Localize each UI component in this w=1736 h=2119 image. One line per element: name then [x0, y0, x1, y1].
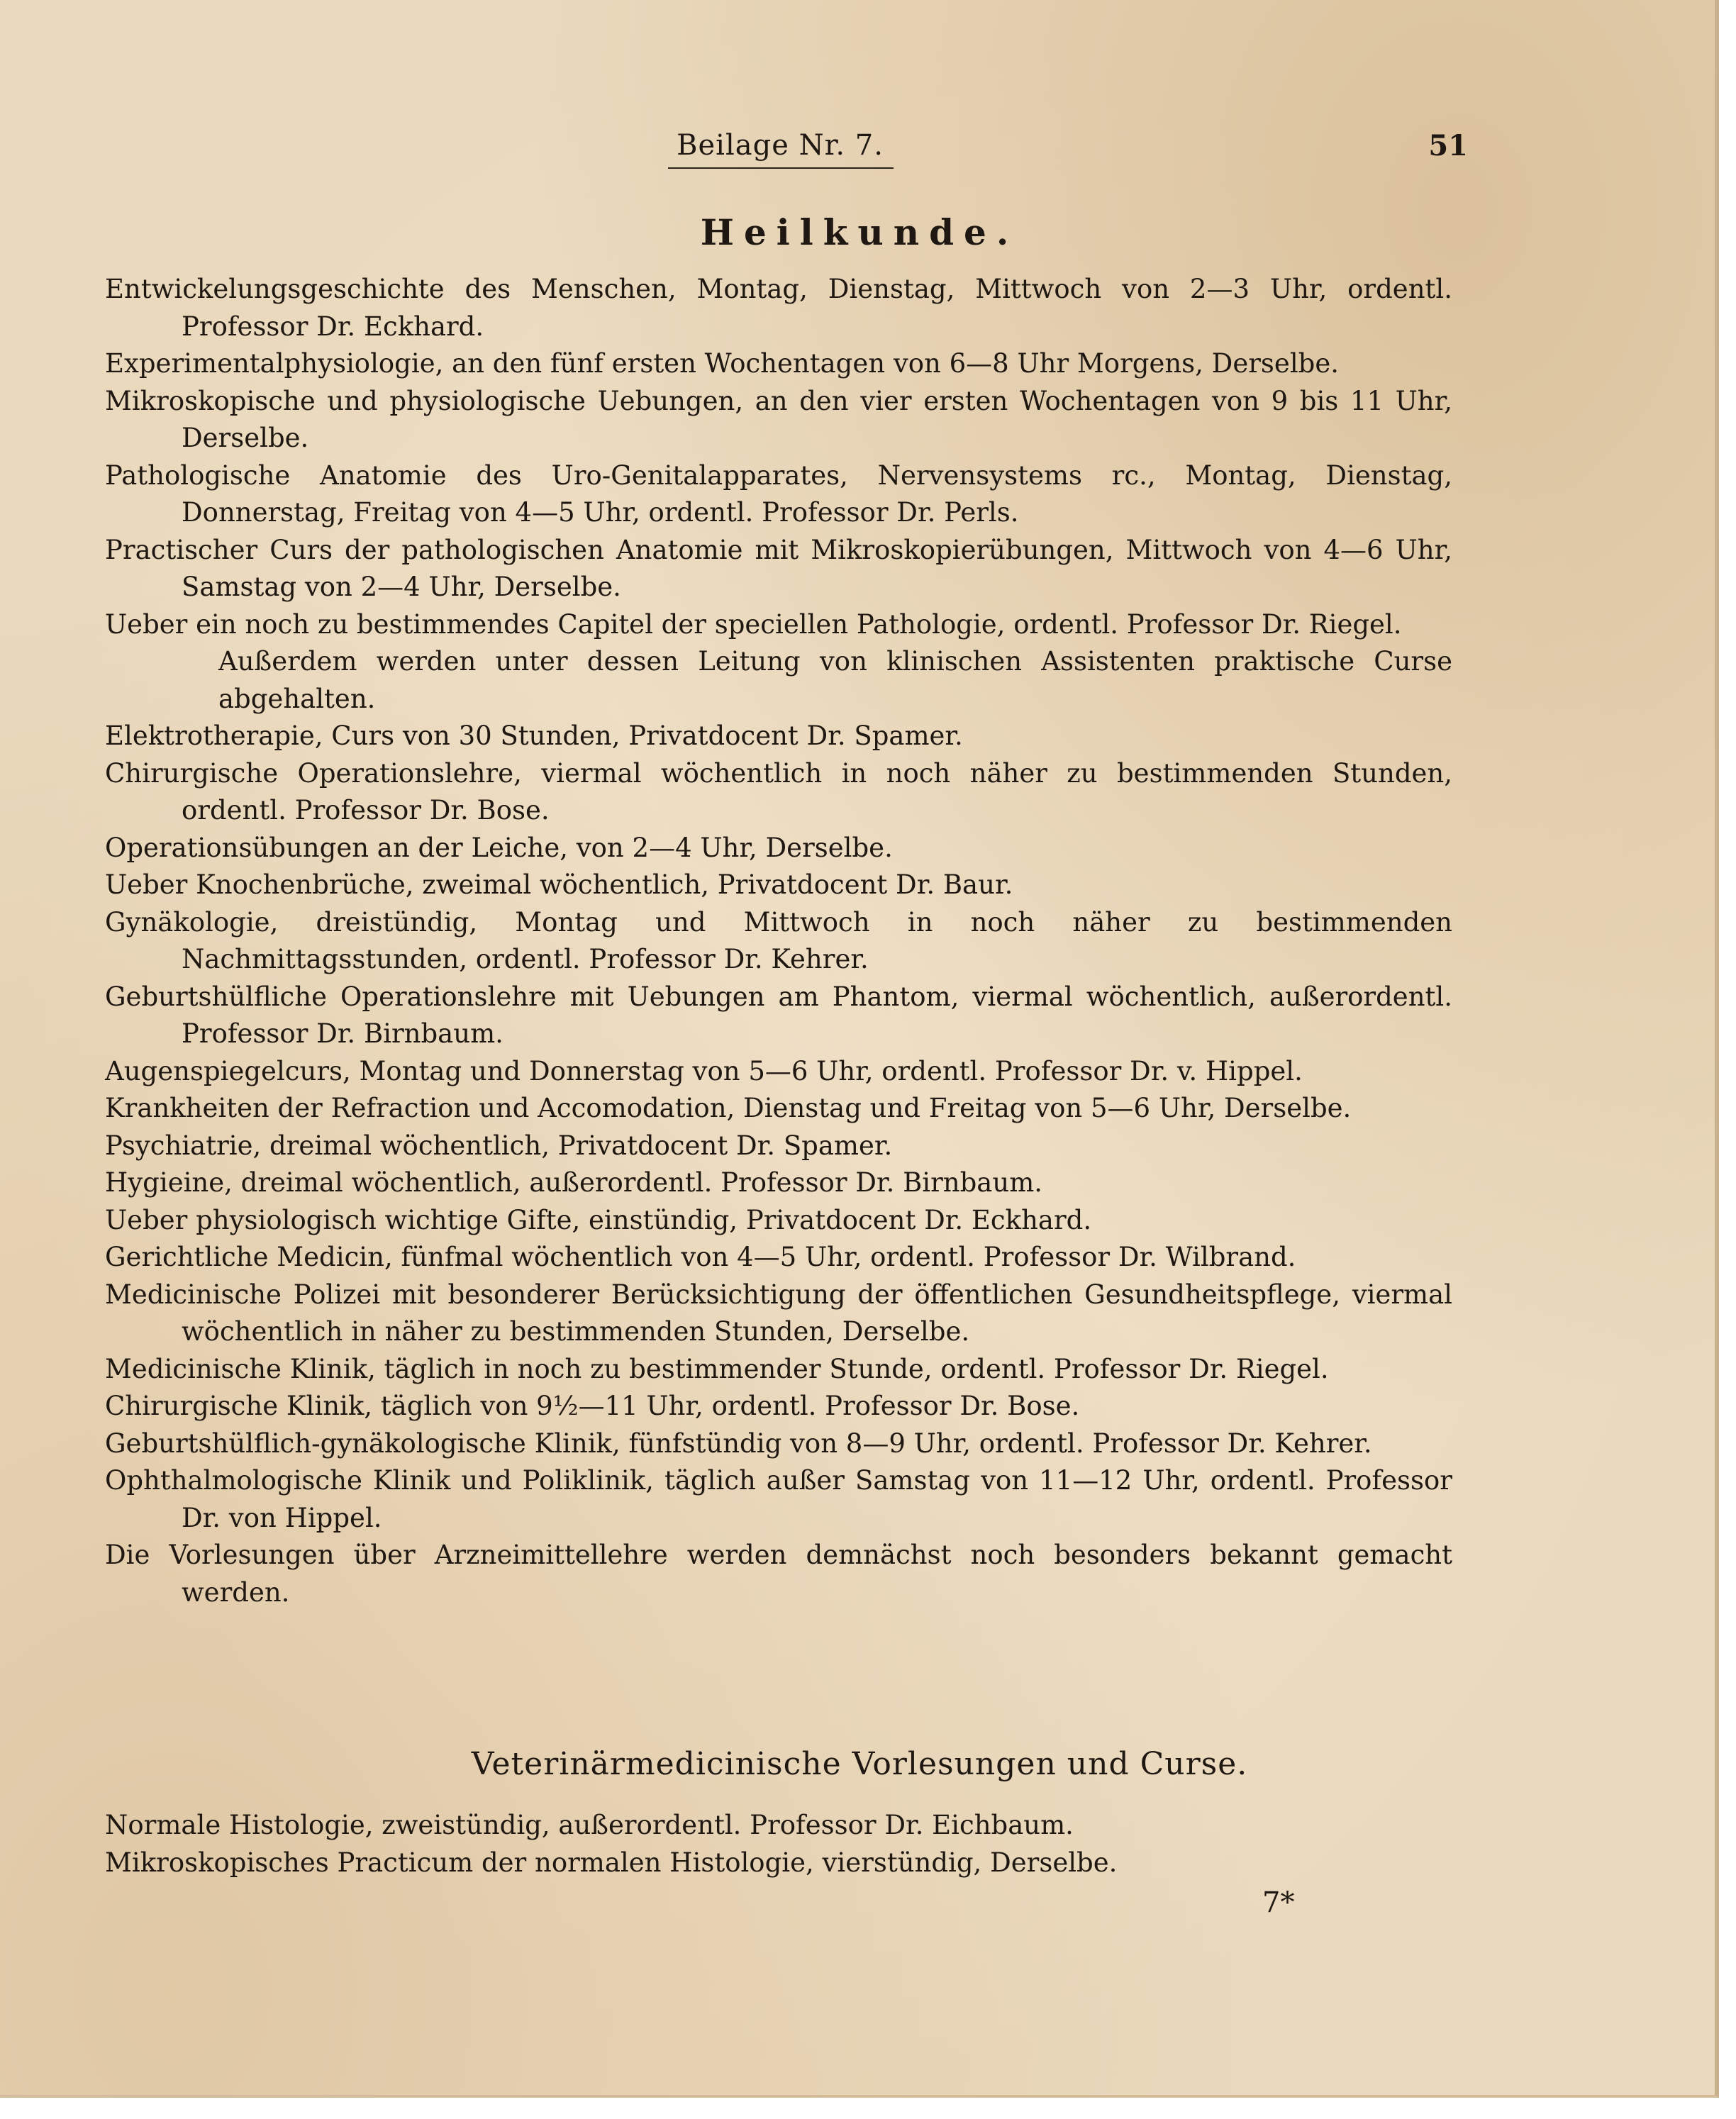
section-title-heilkunde: Heilkunde.: [700, 211, 1019, 253]
course-entry: Operationsübungen an der Leiche, von 2—4 Uhr, Derselbe.: [105, 832, 893, 863]
course-entry: Medicinische Polizei mit besonderer Berücksichtigung der öffentlichen Gesundheitspflege, viermal wöchentlich in näher zu bestimmenden Stunden, Derselbe.: [105, 1279, 1452, 1347]
course-entry: Geburtshülflich-gynäkologische Klinik, fünfstündig von 8—9 Uhr, ordentl. Professor Dr. Kehrer.: [105, 1428, 1372, 1459]
course-entry: Ueber physiologisch wichtige Gifte, einstündig, Privatdocent Dr. Eckhard.: [105, 1204, 1092, 1235]
course-entry: Ophthalmologische Klinik und Poliklinik, täglich außer Samstag von 11—12 Uhr, ordentl. Professor Dr. von Hippel.: [105, 1465, 1452, 1533]
course-entry: Mikroskopisches Practicum der normalen Histologie, vierstündig, Derselbe.: [105, 1847, 1118, 1878]
course-entry: Ueber ein noch zu bestimmendes Capitel der speciellen Pathologie, ordentl. Professor Dr. Riegel.: [105, 608, 1402, 640]
running-header: Beilage Nr. 7.: [677, 129, 884, 162]
signature-mark: 7*: [1262, 1886, 1295, 1919]
course-entry: Pathologische Anatomie des Uro-Genitalapparates, Nervensystems rc., Montag, Dienstag, Donnerstag, Freitag von 4—5 Uhr, ordentl. Professor Dr. Perls.: [105, 460, 1452, 528]
course-note: Außerdem werden unter dessen Leitung von klinischen Assistenten praktische Curse abgehalten.: [218, 646, 1452, 714]
course-entry: Medicinische Klinik, täglich in noch zu bestimmender Stunde, ordentl. Professor Dr. Riegel.: [105, 1353, 1329, 1384]
course-entry: Practischer Curs der pathologischen Anatomie mit Mikroskopierübungen, Mittwoch von 4—6 Uhr, Samstag von 2—4 Uhr, Derselbe.: [105, 534, 1452, 602]
course-entry: Gynäkologie, dreistündig, Montag und Mittwoch in noch näher zu bestimmenden Nachmittagsstunden, ordentl. Professor Dr. Kehrer.: [105, 906, 1452, 974]
course-entry: Elektrotherapie, Curs von 30 Stunden, Privatdocent Dr. Spamer.: [105, 721, 963, 751]
course-entry: Entwickelungsgeschichte des Menschen, Montag, Dienstag, Mittwoch von 2—3 Uhr, ordentl. Professor Dr. Eckhard.: [105, 274, 1452, 342]
course-entry: Gerichtliche Medicin, fünfmal wöchentlich von 4—5 Uhr, ordentl. Professor Dr. Wilbrand.: [105, 1242, 1296, 1272]
page-number: 51: [1428, 129, 1468, 162]
course-entry: Chirurgische Operationslehre, viermal wöchentlich in noch näher zu bestimmenden Stunden, ordentl. Professor Dr. Bose.: [105, 757, 1452, 825]
veterinaer-course-list: [105, 1807, 1452, 1881]
course-entry: Experimentalphysiologie, an den fünf ersten Wochentagen von 6—8 Uhr Morgens, Derselbe.: [105, 348, 1339, 379]
heilkunde-course-list: [105, 271, 1452, 1611]
course-entry: Geburtshülfliche Operationslehre mit Uebungen am Phantom, viermal wöchentlich, außerordentl. Professor Dr. Birnbaum.: [105, 981, 1452, 1049]
section-title-veterinaer: Veterinärmedicinische Vorlesungen und Curse.: [471, 1746, 1248, 1782]
course-entry: Augenspiegelcurs, Montag und Donnerstag von 5—6 Uhr, ordentl. Professor Dr. v. Hippel.: [105, 1055, 1303, 1086]
course-entry: Chirurgische Klinik, täglich von 9½—11 Uhr, ordentl. Professor Dr. Bose.: [105, 1391, 1080, 1421]
course-entry: Die Vorlesungen über Arzneimittellehre werden demnächst noch besonders bekannt gemacht werden.: [105, 1540, 1452, 1608]
header-underline: [668, 167, 894, 169]
course-entry: Normale Histologie, zweistündig, außerordentl. Professor Dr. Eichbaum.: [105, 1810, 1074, 1840]
course-entry: Hygieine, dreimal wöchentlich, außerordentl. Professor Dr. Birnbaum.: [105, 1167, 1043, 1198]
course-entry: Mikroskopische und physiologische Uebungen, an den vier ersten Wochentagen von 9 bis 11 Uhr, Derselbe.: [105, 385, 1452, 453]
course-entry: Psychiatrie, dreimal wöchentlich, Privatdocent Dr. Spamer.: [105, 1130, 893, 1161]
course-entry: Ueber Knochenbrüche, zweimal wöchentlich, Privatdocent Dr. Baur.: [105, 869, 1013, 900]
course-entry: Krankheiten der Refraction und Accomodation, Dienstag und Freitag von 5—6 Uhr, Derselbe.: [105, 1093, 1352, 1123]
